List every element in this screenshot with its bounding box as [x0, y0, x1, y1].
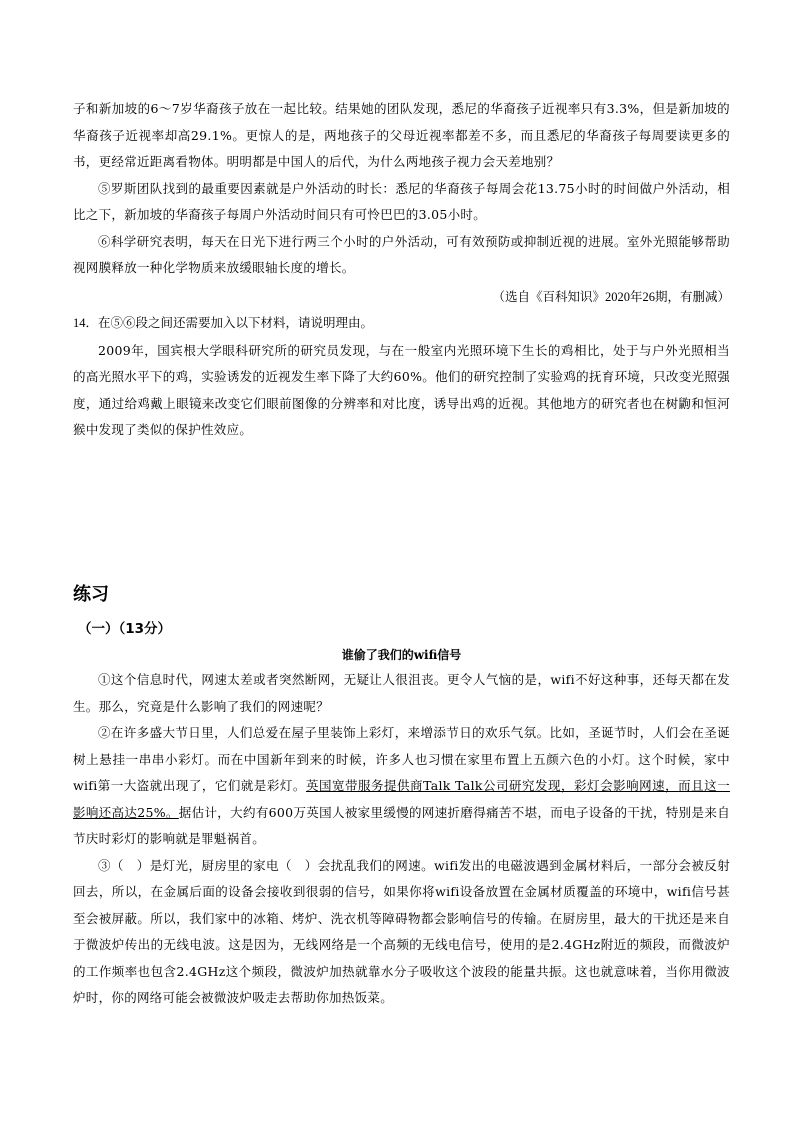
underlined-sentence: 英国宽带服务提供商Talk Talk公司研究发现，彩灯会影响网速，而且这一影响还高达25%。	[73, 778, 730, 820]
article-title: 谁偷了我们的wifi信号	[341, 648, 462, 662]
article-paragraph-2	[73, 720, 730, 853]
article-paragraph-1: ①这个信息时代，网速太差或者突然断网，无疑让人很沮丧。更令人气恼的是，wifi不好这种事，还每天都在发生。那么，究竟是什么影响了我们的网速呢？	[73, 672, 730, 714]
paragraph-6: ⑥科学研究表明，每天在日光下进行两三个小时的户外活动，可有效预防或抑制近视的进展。室外光照能够帮助视网膜释放一种化学物质来放缓眼轴长度的增长。	[73, 233, 730, 275]
supplementary-material: 2009年，国宾根大学眼科研究所的研究员发现，与在一般室内光照环境下生长的鸡相比，处于与户外光照相当的高光照水平下的鸡，实验诱发的近视发生率下降了大约60%。他们的研究控制了实验鸡的抚育环境，只改变光照强度，通过给鸡戴上眼镜来改变它们眼前图像的分辨率和对比度，诱导出鸡的近视。其他地方的研究者也在树鼩和恒河猴中发现了类似的保护性效应。	[73, 342, 730, 437]
practice-article	[73, 667, 730, 1012]
reading-passage-upper	[73, 96, 730, 444]
article-paragraph-3: ③（ ）是灯光，厨房里的家电（ ）会扰乱我们的网速。wifi发出的电磁波遇到金属材料后，一部分会被反射回去，所以，在金属后面的设备会接收到很弱的信号，如果你将wifi设备放置在金属材质覆盖的环境中，wifi信号甚至会被屏蔽。所以，我们家中的冰箱、烤炉、洗衣机等障碍物都会影响信号的传输。在厨房里，最大的干扰还是来自于微波炉传出的无线电波。这是因为，无线网络是一个高频的无线电信号，使用的是2.4GHz附近的频段，而微波炉的工作频率也包含2.4GHz这个频段，微波炉加热就靠水分子吸收这个波段的能量共振。这也就意味着，当你用微波炉时，你的网络可能会被微波炉吸走去帮助你加热饭菜。	[73, 857, 730, 1005]
section-label: （一）（13分）	[78, 621, 172, 637]
question-14: 14．在⑤⑥段之间还需要加入以下材料，请说明理由。	[73, 315, 374, 330]
paragraph-continuation: 子和新加坡的6～7岁华裔孩子放在一起比较。结果她的团队发现，悉尼的华裔孩子近视率只有3.3%，但是新加坡的华裔孩子近视率却高29.1%。更惊人的是，两地孩子的父母近视率都差不多，而且悉尼的华裔孩子每周要读更多的书，更经常近距离看物体。明明都是中国人的后代，为什么两地孩子视力会天差地别？	[73, 101, 730, 169]
paragraph-2-text-a: ②在许多盛大节日里，人们总爱在屋子里装饰上彩灯，来增添节日的欢乐气氛。比如，圣诞节时，人们会在圣诞树上悬挂一串串小彩灯。而在中国新年到来的时候，许多人也习惯在家里布置上五颜六色的小灯。这个时候，家中wifi第一大盗就出现了，它们就是彩灯。	[73, 725, 730, 793]
source-citation: （选自《百科知识》2020年26期，有删减）	[492, 289, 730, 304]
practice-heading: 练习	[73, 584, 109, 605]
paragraph-2-text-b: 据估计，大约有600万英国人被家里缓慢的网速折磨得痛苦不堪，而电子设备的干扰，特别是来自节庆时彩灯的影响就是罪魁祸首。	[73, 804, 731, 846]
paragraph-5: ⑤罗斯团队找到的最重要因素就是户外活动的时长：悉尼的华裔孩子每周会花13.75小时的时间做户外活动，相比之下，新加坡的华裔孩子每周户外活动时间只有可怜巴巴的3.05小时。	[73, 180, 730, 222]
